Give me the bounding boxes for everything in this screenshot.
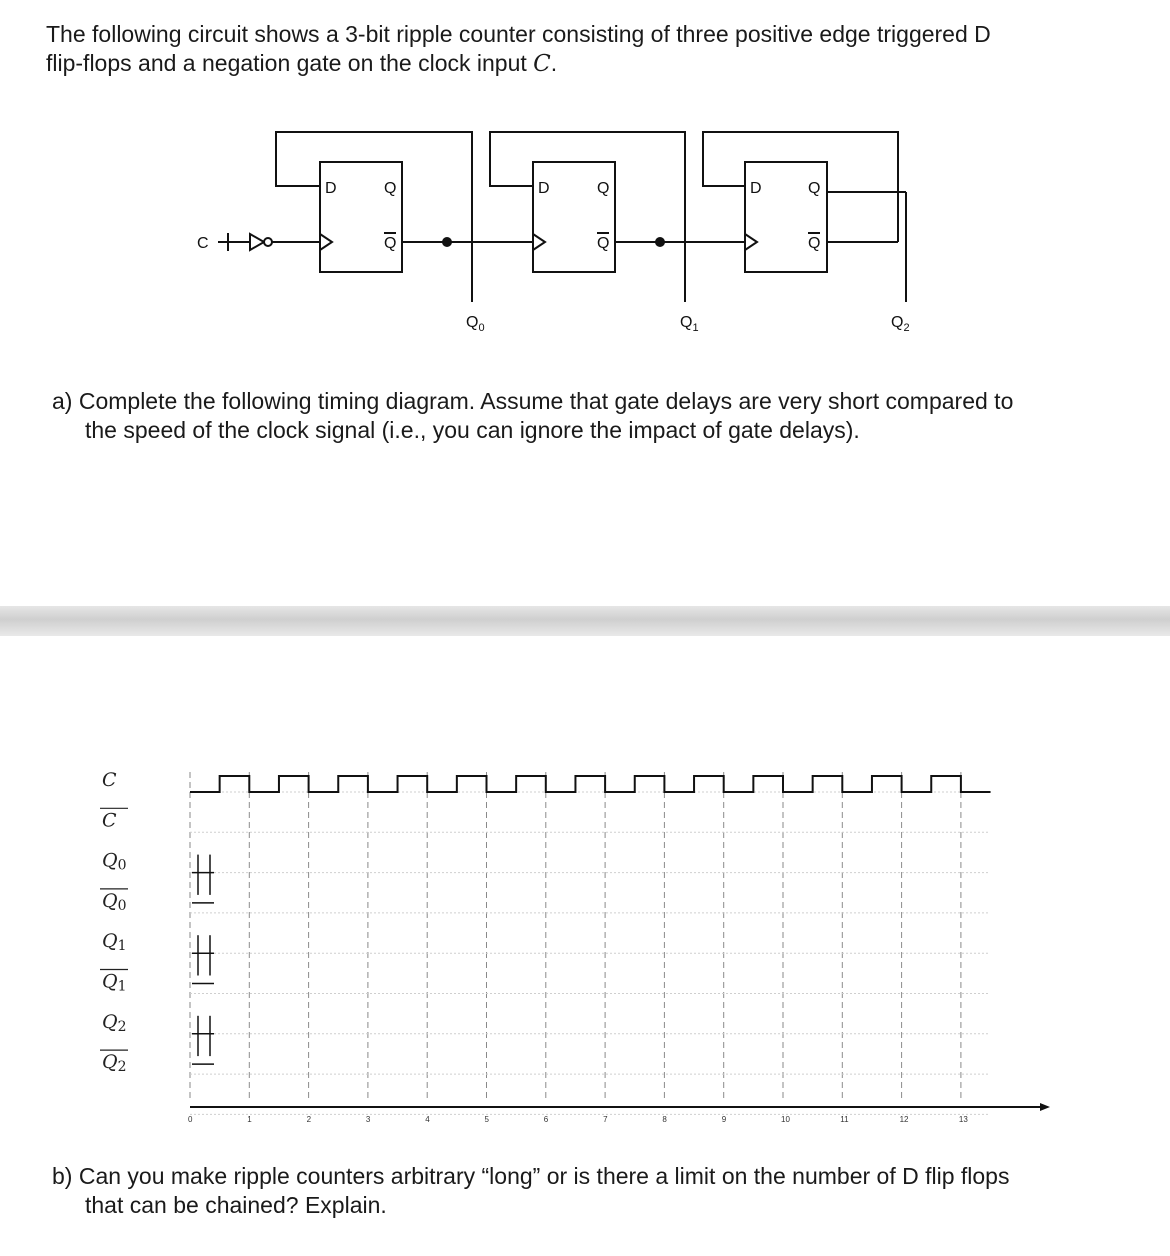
question-b-line-1: b) Can you make ripple counters arbitrary “long” or is there a limit on the number of D flip flops <box>52 1163 1010 1189</box>
tick-label-5: 5 <box>484 1115 489 1124</box>
tick-label-9: 9 <box>721 1115 727 1124</box>
time-ticks <box>188 1115 968 1124</box>
output-label-q2: $Q_2$ <box>891 314 910 334</box>
not-gate-bubble <box>264 238 272 246</box>
intro-clock-variable: C <box>533 51 551 77</box>
intro-period: . <box>550 50 558 76</box>
ff0-qbar-label: Q <box>384 235 397 252</box>
junction-1 <box>655 237 665 247</box>
output-label-q1: $Q_1$ <box>680 314 699 334</box>
initial-value-marks <box>192 855 214 1065</box>
tick-label-4: 4 <box>425 1115 430 1124</box>
signal-label-2: Q0 <box>102 849 127 874</box>
ff2-qbar-label: Q <box>808 235 821 252</box>
question-b-line-2: that can be chained? Explain. <box>85 1192 387 1218</box>
signal-label-1: C <box>102 809 117 832</box>
ff0-d-label: D <box>325 180 337 197</box>
tick-label-13: 13 <box>958 1115 968 1124</box>
question-b <box>52 1162 1132 1220</box>
tick-label-2: 2 <box>306 1115 312 1124</box>
signal-label-7: Q2 <box>102 1051 127 1076</box>
ff0-q-label: Q <box>384 180 397 197</box>
ff1-qbar-label: Q <box>597 235 610 252</box>
time-axis-arrow <box>1040 1103 1050 1111</box>
question-a-line-1: a) Complete the following timing diagram. Assume that gate delays are very short compared to <box>52 388 1014 414</box>
intro-line-2: flip-flops and a negation gate on the clock input <box>46 50 534 76</box>
section-divider <box>0 606 1170 636</box>
tick-label-10: 10 <box>781 1115 790 1124</box>
signal-labels <box>100 769 128 1075</box>
clock-waveform <box>190 776 991 792</box>
tick-label-1: 1 <box>247 1115 252 1124</box>
question-a <box>52 387 1132 445</box>
ff2-q-label: Q <box>808 180 821 197</box>
signal-label-4: Q1 <box>102 930 127 955</box>
tick-label-12: 12 <box>899 1115 909 1124</box>
signal-label-0: C <box>102 769 117 791</box>
junction-0 <box>442 237 452 247</box>
timing-grid <box>190 772 990 1114</box>
timing-diagram[interactable] <box>0 760 1170 1140</box>
tick-label-8: 8 <box>662 1115 667 1124</box>
clock-input-label: C <box>197 235 209 252</box>
tick-label-6: 6 <box>543 1115 549 1124</box>
question-a-line-2: the speed of the clock signal (i.e., you can ignore the impact of gate delays). <box>85 417 860 443</box>
tick-label-7: 7 <box>603 1115 608 1124</box>
flip-flop-2 <box>745 162 827 272</box>
not-gate <box>250 234 264 250</box>
tick-label-3: 3 <box>365 1115 371 1124</box>
signal-label-3: Q0 <box>102 889 127 914</box>
intro-paragraph <box>46 20 1126 79</box>
signal-label-5: Q1 <box>102 970 127 995</box>
output-label-q0: $Q_0$ <box>466 314 485 334</box>
ff1-q-label: Q <box>597 180 610 197</box>
signal-label-6: Q2 <box>102 1010 127 1035</box>
ff1-d-label: D <box>538 180 550 197</box>
ff2-d-label: D <box>750 180 762 197</box>
ripple-counter-circuit <box>0 120 1170 350</box>
tick-label-0: 0 <box>188 1115 193 1124</box>
flip-flop-1 <box>533 162 615 272</box>
flip-flop-0 <box>320 162 402 272</box>
tick-label-11: 11 <box>840 1115 849 1124</box>
intro-line-1: The following circuit shows a 3-bit ripple counter consisting of three positive edge triggered D <box>46 21 991 47</box>
